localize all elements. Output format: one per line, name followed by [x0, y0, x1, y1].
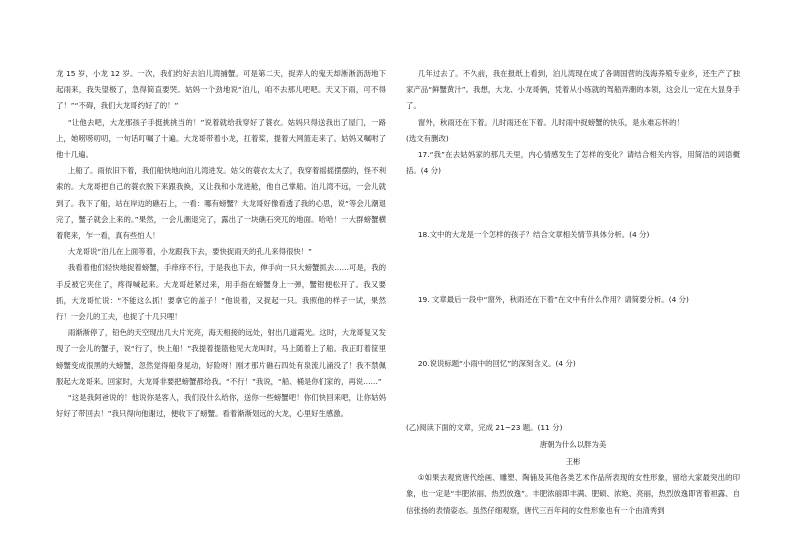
story-paragraph-8: 几年过去了。不久前，我在报纸上看到，泊儿湾现在成了各调国营的浅海养殖专业乡，还生产了独家产品“鲜蟹黄汁”。我想，大龙、小龙哥俩，凭着从小练就的驾船弄潮的本领，这会儿一定在大显身手了。 — [406, 69, 740, 111]
question-20: 20.说说标题“小雨中的回忆”的深刻含义。(4 分) — [417, 358, 576, 368]
story-paragraph-9: 窗外，秋雨还在下着。儿时雨还在下着。儿时雨中捉螃蟹的快乐，是永难忘怀的！ — [417, 117, 684, 127]
right-column — [406, 66, 740, 519]
story-paragraph-4: 大龙哥说“泊儿在上面等着，小龙跟我下去，要快捉雨天的孔儿来得很快！” — [67, 247, 312, 257]
story-paragraph-7: “这是我阿爸说的！他说你是客人，我们没什么给你，送你一些螃蟹吧！你们快回来吧，让你姑妈好好了带回去！”我只得向他谢过，便收下了螃蟹。看着渐渐划远的大龙，心里好生感激。 — [56, 393, 386, 419]
story-paragraph-3: 上船了。雨依旧下着，我们船快地向泊儿湾进发。姑父的蓑衣太大了，我穿着摇摇摆摆的，怪不利索的。大龙哥把自己的蓑衣脱下来跟我换，又让我和小龙进舱，他自己掌船。泊儿湾不远，一会儿就到了。我下了船，站在岸边的礁石上，一看：哪有螃蟹？大龙哥好像看透了我的心思，说“等会儿潮退完了，蟹子就会上来的。”果然，一会儿潮退完了，露出了一块礁石突兀的地面。哈哈！一大群螃蟹横着爬来，乍一看，真有些怕人！ — [56, 166, 386, 241]
section-instruction: (乙)阅读下面的文章，完成 21~23 题。(11 分) — [406, 423, 563, 433]
source-note: (选文有删改) — [406, 133, 449, 143]
story-paragraph-2: “让他去吧，大龙那孩子手挺挑挑当的！”说着就给我穿好了蓑衣。姑妈只得送我出了屋门，一路上，她唠唠叨叨，一句话叮嘱了十遍。大龙哥带着小龙，扛着桨，提着大网篮走来了。姑妈又嘱咐了他十几遍。 — [56, 117, 386, 160]
question-18: 18.文中的大龙是一个怎样的孩子？结合文章相关情节具体分析。(4 分) — [417, 230, 650, 240]
story-paragraph-1: 龙 15 岁，小龙 12 岁。一次，我们约好去泊儿湾捕蟹。可是第二天，捉弄人的鬼天却淅淅沥沥地下起雨来，我失望极了，急得简直要哭。姑妈一个劲地说“泊儿，咱不去那儿吧吧。天又下雨，可不得了！”“不碍，我们大龙哥约好了的！” — [56, 69, 386, 111]
article-author: 王彬 — [565, 457, 581, 467]
article-paragraph-1: ①如果去观赏唐代绘画、雕塑、陶俑及其他各类艺术作品所表现的女性形象，留给大家最突出的印象，也一定是“丰肥浓丽、热烈放逸”。丰肥浓丽即丰满、肥硕、浓艳、亮丽，热烈放逸即宵着袒露、自信张扬的表情姿态。虽然仔细观察，唐代三百年间的女性形象也有一个由清秀到 — [406, 473, 740, 515]
question-17: 17.“我”在去姑妈家的那几天里，内心情感发生了怎样的变化？请结合相关内容，用简洁的词语概括。(4 分) — [406, 150, 740, 176]
answer-space-20 — [406, 372, 740, 420]
left-column — [56, 66, 386, 422]
story-paragraph-6: 雨渐渐停了，铅色的天空现出几大片光亮，海天相接的远处，射出几道霞光。这时，大龙哥复又发现了一会儿的蟹子，说“行了，快上船！”我提着提篮他见大龙叫时，马上随着上了船。我正盯着筐里螃蟹变成很黑的大螃蟹，忽然觉得船身晃动，好险呀！刚才那片礁石四处有泉流儿涌没了！我不禁佩服起大龙哥来。回家时，大龙哥非要把螃蟹都给我。“不行！”我说，“船、桶是你们家的，再说……” — [56, 328, 386, 386]
question-19: 19. 文章最后一段中“窗外，秋雨还在下着”在文中有什么作用？请简要分析。(4 分) — [417, 294, 689, 304]
answer-space-19 — [406, 308, 740, 356]
article-title: 唐朝为什么以胖为美 — [539, 440, 607, 450]
answer-space-17 — [406, 179, 740, 227]
story-paragraph-5: 我看着他们轻快地捉着螃蟹，手痒痒不行，于是我也下去，伸手向一只大螃蟹抓去……可是，我的手反被它夹住了，疼得喊起来。大龙哥赶紧过来，用手指在螃蟹身上一弹，蟹钳便松开了。我又要抓，大龙哥忙说：“不能这么抓！要拿它的盖子！”他说着，又捉起一只。我照他的样子一试，果然行！一会儿的工夫，也捉了十几只哩！ — [56, 263, 386, 322]
answer-space-18 — [406, 244, 740, 292]
